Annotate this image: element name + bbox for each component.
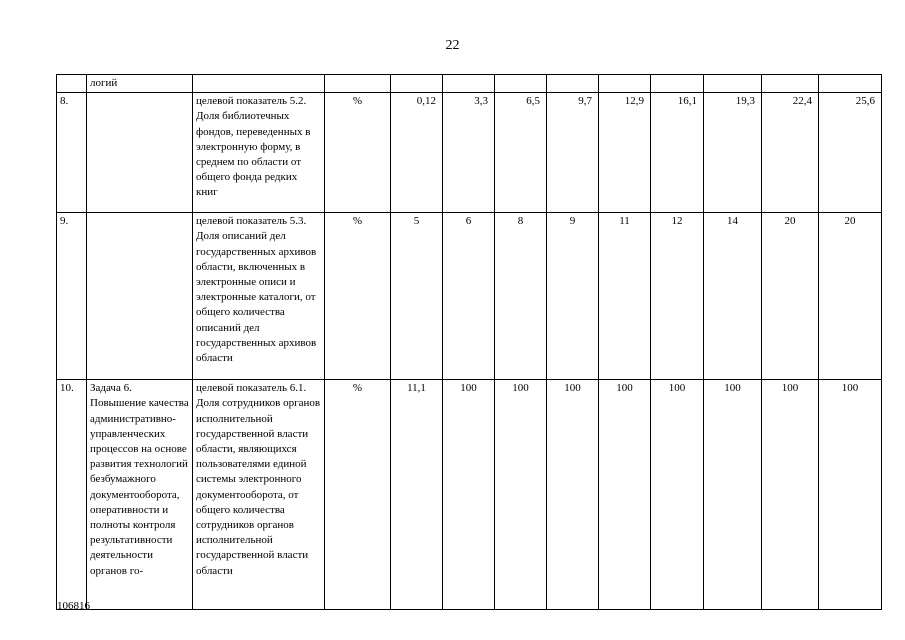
value-cell: 16,1 xyxy=(651,93,704,213)
value-cell: 100 xyxy=(443,380,495,610)
row-number: 8. xyxy=(57,93,87,213)
value-cell: 100 xyxy=(547,380,599,610)
value-cell: 22,4 xyxy=(762,93,819,213)
value-cell: 100 xyxy=(819,380,882,610)
table-row xyxy=(57,93,882,213)
value-cell: 20 xyxy=(819,213,882,380)
value-cell: 25,6 xyxy=(819,93,882,213)
task-cell: Задача 6. Повышение качества административно-управленческих процессов на основе развития технологий безбумажного документооборота, оперативности и полноты контроля результативности деятельности органов го- xyxy=(87,380,193,610)
value-cell: 0,12 xyxy=(391,93,443,213)
page-number: 22 xyxy=(445,38,460,53)
indicator-cell: целевой показатель 5.2. Доля библиотечных фондов, переведенных в электронную форму, в среднем по области от общего фонда редких книг xyxy=(193,93,325,213)
value-cell: 12 xyxy=(651,213,704,380)
value-cell: 100 xyxy=(762,380,819,610)
table-row xyxy=(57,380,882,610)
value-cell: 100 xyxy=(651,380,704,610)
value-cell: 100 xyxy=(599,380,651,610)
task-cell xyxy=(87,93,193,213)
indicator-cell: целевой показатель 6.1. Доля сотрудников органов исполнительной государственной власти области, являющихся пользователями единой системы электронного документооборота, от общего количества сотрудников органов исполнительной государственной власти области xyxy=(193,380,325,610)
unit-cell: % xyxy=(325,213,391,380)
value-cell: 9 xyxy=(547,213,599,380)
task-cell: логий xyxy=(87,75,193,93)
unit-cell: % xyxy=(325,93,391,213)
value-cell: 5 xyxy=(391,213,443,380)
continuation-row xyxy=(57,75,882,93)
table-row xyxy=(57,213,882,380)
value-cell: 6,5 xyxy=(495,93,547,213)
row-number: 9. xyxy=(57,213,87,380)
value-cell: 11 xyxy=(599,213,651,380)
task-cell xyxy=(87,213,193,380)
value-cell: 100 xyxy=(704,380,762,610)
value-cell: 3,3 xyxy=(443,93,495,213)
value-cell: 14 xyxy=(704,213,762,380)
value-cell: 20 xyxy=(762,213,819,380)
row-number: 10. xyxy=(57,380,87,610)
value-cell: 100 xyxy=(495,380,547,610)
value-cell: 8 xyxy=(495,213,547,380)
value-cell: 19,3 xyxy=(704,93,762,213)
value-cell: 9,7 xyxy=(547,93,599,213)
value-cell: 6 xyxy=(443,213,495,380)
indicator-cell: целевой показатель 5.3. Доля описаний дел государственных архивов области, включенных в электронные описи и электронные каталоги, от общего количества описаний дел государственных архивов области xyxy=(193,213,325,380)
value-cell: 11,1 xyxy=(391,380,443,610)
unit-cell: % xyxy=(325,380,391,610)
document-code: 106816 xyxy=(57,600,90,612)
indicators-table xyxy=(56,74,882,610)
value-cell: 12,9 xyxy=(599,93,651,213)
